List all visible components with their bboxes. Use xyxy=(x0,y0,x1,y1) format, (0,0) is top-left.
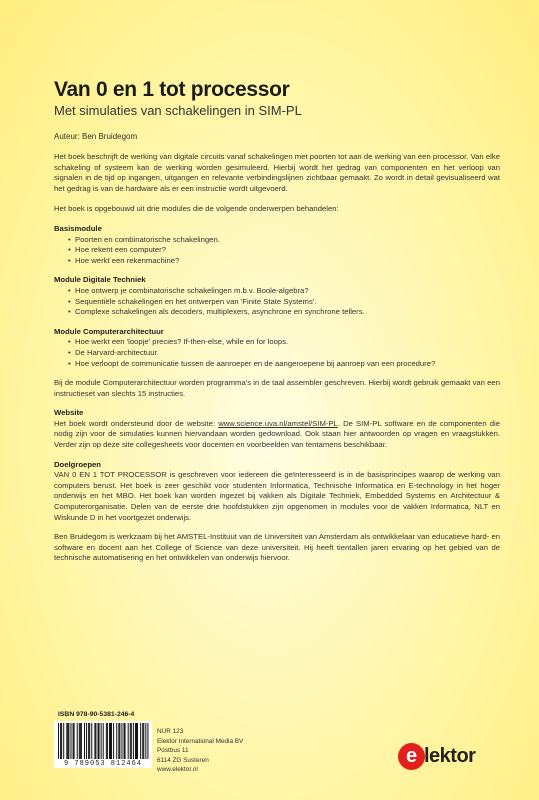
barcode-bar xyxy=(79,723,80,759)
barcode-bar xyxy=(70,723,71,759)
author-line: Auteur: Ben Bruidegom xyxy=(54,132,138,141)
barcode-bar xyxy=(119,723,120,759)
nur-code: NUR 123 xyxy=(157,728,184,735)
barcode-bar xyxy=(128,723,129,759)
barcode-bar xyxy=(58,723,59,759)
publisher-city: 6114 ZG Susteren xyxy=(157,756,209,764)
audience-heading: Doelgroepen xyxy=(54,459,101,469)
barcode-bar xyxy=(88,723,89,759)
barcode-bar xyxy=(110,723,111,759)
list-item: • Poorten en combinatorische schakelingen. xyxy=(68,235,500,246)
barcode-bar xyxy=(135,723,136,759)
barcode-bar xyxy=(99,723,100,759)
barcode-bar xyxy=(130,723,131,759)
website-link[interactable]: www.science.uva.nl/amstel/SIM-PL xyxy=(218,418,338,428)
publisher-name: Elektor International Media BV xyxy=(157,737,244,745)
book-subtitle: Met simulaties van schakelingen in SIM-PL xyxy=(54,103,302,118)
barcode-bar xyxy=(63,723,64,759)
module-list xyxy=(54,235,500,267)
list-item: • Hoe verloopt de communicatie tussen de aanroeper en de aangeroepene bij aanroep van een procedure? xyxy=(68,359,500,370)
barcode-bar xyxy=(145,723,146,759)
barcode-bar xyxy=(109,723,110,759)
website-section xyxy=(54,408,500,450)
barcode-bar xyxy=(86,723,87,759)
book-title: Van 0 en 1 tot processor xyxy=(54,78,290,101)
content-column xyxy=(54,78,500,564)
barcode-bar xyxy=(147,723,148,759)
barcode-bar xyxy=(61,723,62,759)
barcode-digits: 9 789053 812464 xyxy=(54,760,152,768)
logo-wordmark: lektor xyxy=(424,744,476,767)
barcode-bar xyxy=(107,723,108,759)
barcode-bar xyxy=(66,723,67,759)
barcode-bar xyxy=(136,723,137,759)
publisher-postbus: Postbus 11 xyxy=(157,747,189,755)
website-paragraph xyxy=(54,419,500,451)
barcode-bar xyxy=(91,723,92,759)
barcode-bar xyxy=(101,723,102,759)
barcode-bar xyxy=(140,723,141,759)
isbn-label: ISBN 978-90-5381-246-4 xyxy=(58,711,135,718)
module-heading: Basismodule xyxy=(54,223,102,233)
barcode-bar xyxy=(142,723,143,759)
intro-paragraph: Het boek beschrijft de werking van digitale circuits vanaf schakelingen met poorten tot aan de werking van een processor. Van elke schakeling of systeem kan de werking worden gesimuleerd. Hierbij wordt het gedrag van componenten en het verloop van signalen in de tijd op ingangen, uitgangen en relevante verbindingslijnen zichtbaar gemaakt. Zo wordt in detail gevisualiseerd wat het gedrag is van de hardware als er een instructie wordt uitgevoerd. xyxy=(54,152,500,193)
barcode-bar xyxy=(80,723,81,759)
barcode-bar xyxy=(106,723,107,759)
publisher-info xyxy=(157,727,243,775)
barcode-bar xyxy=(124,723,125,759)
module-basis xyxy=(54,224,500,266)
elektor-logo xyxy=(398,741,493,771)
author-bio: Ben Bruidegom is werkzaam bij het AMSTEL-Instituut van de Universiteit van Amsterdam als ontwikkelaar van educatieve hard- en software en docent aan het College of Science van deze universiteit. Hij heeft tientallen jaren ervaring op het gebied van de technische automatisering en het ontwikkelen van onderwijs hiervoor. xyxy=(54,532,500,563)
module-heading: Module Computerarchitectuur xyxy=(54,326,164,336)
assembler-paragraph: Bij de module Computerarchitectuur worden programma's in de taal assembler geschreven. Hierbij wordt gebruik gemaakt van een instructieset van slechts 15 instructies. xyxy=(54,378,500,398)
module-list xyxy=(54,286,500,318)
list-item: • Complexe schakelingen als decoders, multiplexers, asynchrone en synchrone tellers. xyxy=(68,307,500,318)
website-text-before: Het boek wordt ondersteund door de website: xyxy=(54,418,219,428)
barcode-bar xyxy=(98,723,99,759)
barcode-bar xyxy=(73,723,74,759)
list-item: • Hoe rekent een computer? xyxy=(68,245,500,256)
logo-e-mark: e xyxy=(398,743,425,770)
list-item: • Sequentiële schakelingen en het ontwerpen van 'Finite State Systems'. xyxy=(68,297,500,308)
barcode-bar xyxy=(121,723,122,759)
barcode xyxy=(54,721,152,767)
barcode-bar xyxy=(137,723,138,759)
barcode-bar xyxy=(133,723,134,759)
list-item: • Hoe ontwerp je combinatorische schakelingen m.b.v. Boole-algebra? xyxy=(68,286,500,297)
barcode-bar xyxy=(68,723,69,759)
barcode-bar xyxy=(143,723,144,759)
module-computerarchitectuur xyxy=(54,327,500,369)
list-item: • Hoe werkt een rekenmachine? xyxy=(68,256,500,267)
barcode-bar xyxy=(125,723,126,759)
website-heading: Website xyxy=(54,408,84,418)
barcode-bar xyxy=(84,723,85,759)
barcode-area xyxy=(54,711,154,785)
barcode-bar xyxy=(67,723,68,759)
barcode-bar xyxy=(94,723,95,759)
barcode-bar xyxy=(111,723,112,759)
barcode-bar xyxy=(74,723,75,759)
barcode-bar xyxy=(113,723,114,759)
publisher-web: www.elektor.nl xyxy=(157,766,198,774)
barcode-bar xyxy=(103,723,104,759)
barcode-bar xyxy=(81,723,82,759)
audience-paragraph: VAN 0 EN 1 TOT PROCESSOR is geschreven voor iedereen die geïnteresseerd is in de basisprincipes waarop de werking van computers berust. Het boek is zeer geschikt voor studenten Informatica, Technische Informatica en E-technology in het hoger onderwijs en het MBO. Het boek kan worden ingezet bij vakken als Digitale Techniek, Embedded Systems en Architectuur & Computerorganisatie. Delen van de eerste drie hoofdstukken zijn opgenomen in modules voor de vakken Informatica, NLT en Wiskunde D in het voortgezet onderwijs. xyxy=(54,470,500,522)
barcode-bar xyxy=(77,723,78,759)
list-item: • Hoe werkt een 'loopje' precies? If-then-else, while en for loops. xyxy=(68,337,500,348)
barcode-bar xyxy=(116,723,117,759)
modules-intro: Het boek is opgebouwd uit drie modules die de volgende onderwerpen behandelen: xyxy=(54,204,339,214)
barcode-bars xyxy=(54,721,152,761)
barcode-bar xyxy=(60,723,61,759)
website-text-after: . De SIM-PL software en de componenten die nodig zijn voor de simulaties kunnen hiervandaan worden gedownload. Ook staan hier antwoorden op vragen en vraagstukken. Verder zijn op deze site collegesheets voor docenten en voorbeelden van tentamens beschikbaar. xyxy=(54,418,500,450)
barcode-bar xyxy=(118,723,119,759)
module-digitale-techniek xyxy=(54,275,500,317)
audience-section xyxy=(54,460,500,524)
module-list xyxy=(54,337,500,369)
list-item: • De Harvard-architectuur. xyxy=(68,348,500,359)
barcode-bar xyxy=(131,723,132,759)
barcode-bar xyxy=(95,723,96,759)
module-heading: Module Digitale Techniek xyxy=(54,275,146,285)
barcode-bar xyxy=(89,723,90,759)
